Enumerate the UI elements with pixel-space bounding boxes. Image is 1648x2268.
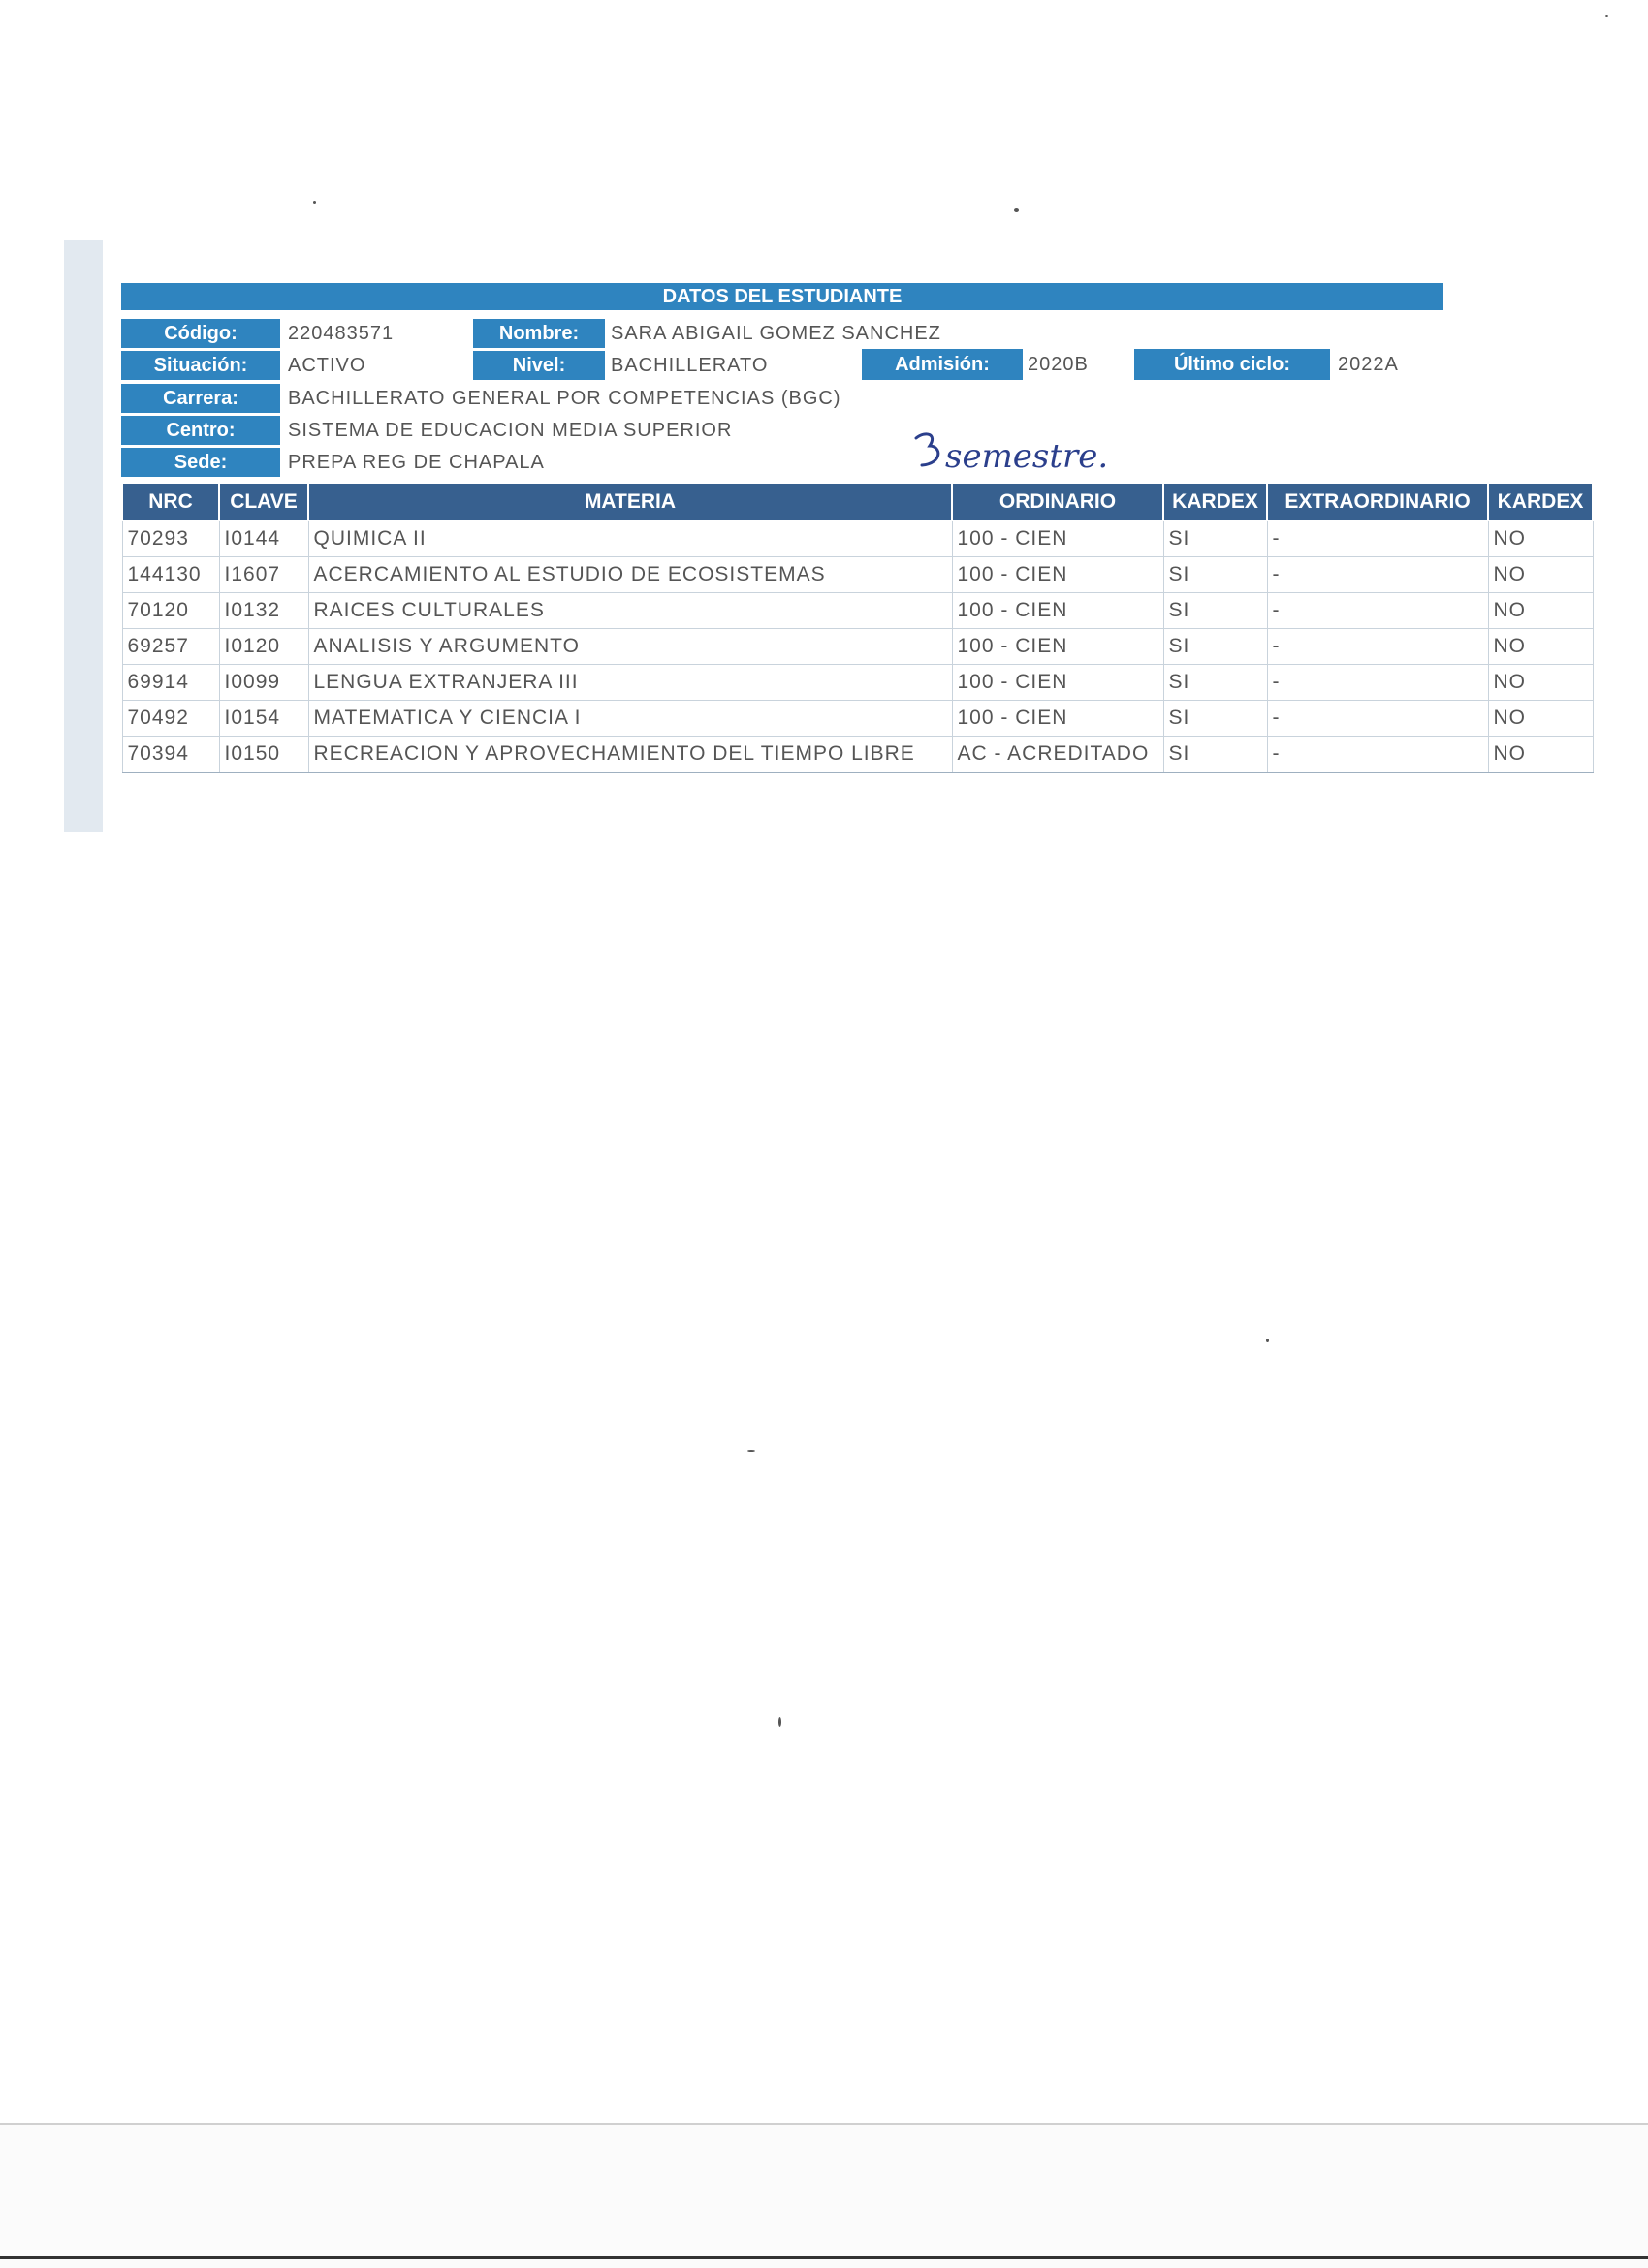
nivel-label: Nivel: [473,351,605,380]
materia-cell: LENGUA EXTRANJERA III [308,665,952,701]
subjects-table [121,482,1594,773]
table-row [122,593,1593,629]
table-row [122,701,1593,737]
nombre-value: SARA ABIGAIL GOMEZ SANCHEZ [611,322,941,344]
extraordinario-cell: - [1267,629,1488,665]
codigo-label: Código: [121,319,280,348]
kardex-extra-cell: NO [1488,737,1593,773]
kardex-cell: SI [1163,701,1267,737]
clave-cell: I0120 [219,629,308,665]
ordinario-cell: 100 - CIEN [952,665,1163,701]
col-nrc: NRC [122,483,219,520]
clave-cell: I0150 [219,737,308,773]
scan-shadow-strip [64,240,103,832]
admision-label: Admisión: [862,349,1023,380]
col-kardex: KARDEX [1163,483,1267,520]
col-clave: CLAVE [219,483,308,520]
nrc-cell: 70293 [122,520,219,557]
scan-speck [747,1450,755,1452]
carrera-label: Carrera: [121,384,280,413]
section-title: DATOS DEL ESTUDIANTE [121,283,1443,310]
centro-value: SISTEMA DE EDUCACION MEDIA SUPERIOR [288,419,733,441]
codigo-value: 220483571 [288,322,395,344]
materia-cell: ANALISIS Y ARGUMENTO [308,629,952,665]
nivel-value: BACHILLERATO [611,354,769,376]
situacion-value: ACTIVO [288,354,366,376]
nrc-cell: 69257 [122,629,219,665]
materia-cell: ACERCAMIENTO AL ESTUDIO DE ECOSISTEMAS [308,557,952,593]
scan-speck [778,1717,781,1727]
nrc-cell: 70120 [122,593,219,629]
extraordinario-cell: - [1267,593,1488,629]
kardex-cell: SI [1163,629,1267,665]
kardex-extra-cell: NO [1488,665,1593,701]
materia-cell: MATEMATICA Y CIENCIA I [308,701,952,737]
kardex-extra-cell: NO [1488,520,1593,557]
extraordinario-cell: - [1267,665,1488,701]
situacion-label: Situación: [121,351,280,380]
kardex-cell: SI [1163,665,1267,701]
clave-cell: I0144 [219,520,308,557]
kardex-cell: SI [1163,557,1267,593]
handwritten-annotation [908,425,1199,483]
nrc-cell: 69914 [122,665,219,701]
nrc-cell: 144130 [122,557,219,593]
ordinario-cell: AC - ACREDITADO [952,737,1163,773]
materia-cell: QUIMICA II [308,520,952,557]
ultimo-ciclo-value: 2022A [1338,353,1399,375]
table-row [122,629,1593,665]
clave-cell: I0132 [219,593,308,629]
clave-cell: I0154 [219,701,308,737]
table-row [122,737,1593,773]
table-row [122,520,1593,557]
ordinario-cell: 100 - CIEN [952,520,1163,557]
kardex-extra-cell: NO [1488,593,1593,629]
scan-edge [0,2123,1648,2268]
svg-text:semestre.: semestre. [945,437,1109,476]
table-header [122,483,1593,520]
header-row [122,483,1593,520]
ordinario-cell: 100 - CIEN [952,593,1163,629]
scan-speck [313,201,316,204]
col-materia: MATERIA [308,483,952,520]
kardex-extra-cell: NO [1488,629,1593,665]
kardex-extra-cell: NO [1488,557,1593,593]
scan-speck [1014,208,1019,212]
nrc-cell: 70394 [122,737,219,773]
scan-speck [1605,15,1608,17]
scan-edge-line [0,2256,1648,2259]
centro-label: Centro: [121,416,280,445]
materia-cell: RECREACION Y APROVECHAMIENTO DEL TIEMPO LIBRE [308,737,952,773]
extraordinario-cell: - [1267,737,1488,773]
kardex-cell: SI [1163,593,1267,629]
materia-cell: RAICES CULTURALES [308,593,952,629]
clave-cell: I1607 [219,557,308,593]
ordinario-cell: 100 - CIEN [952,629,1163,665]
col-ordinario: ORDINARIO [952,483,1163,520]
scan-speck [1266,1339,1269,1342]
ordinario-cell: 100 - CIEN [952,701,1163,737]
col-extraordinario: EXTRAORDINARIO [1267,483,1488,520]
extraordinario-cell: - [1267,701,1488,737]
ordinario-cell: 100 - CIEN [952,557,1163,593]
extraordinario-cell: - [1267,557,1488,593]
kardex-extra-cell: NO [1488,701,1593,737]
carrera-value: BACHILLERATO GENERAL POR COMPETENCIAS (BGC) [288,387,841,409]
table-row [122,665,1593,701]
nrc-cell: 70492 [122,701,219,737]
sede-label: Sede: [121,448,280,477]
table-row [122,557,1593,593]
kardex-cell: SI [1163,520,1267,557]
kardex-cell: SI [1163,737,1267,773]
sede-value: PREPA REG DE CHAPALA [288,451,545,473]
col-kardex-extra: KARDEX [1488,483,1593,520]
ultimo-ciclo-label: Último ciclo: [1134,349,1330,380]
extraordinario-cell: - [1267,520,1488,557]
nombre-label: Nombre: [473,319,605,348]
clave-cell: I0099 [219,665,308,701]
admision-value: 2020B [1028,353,1089,375]
